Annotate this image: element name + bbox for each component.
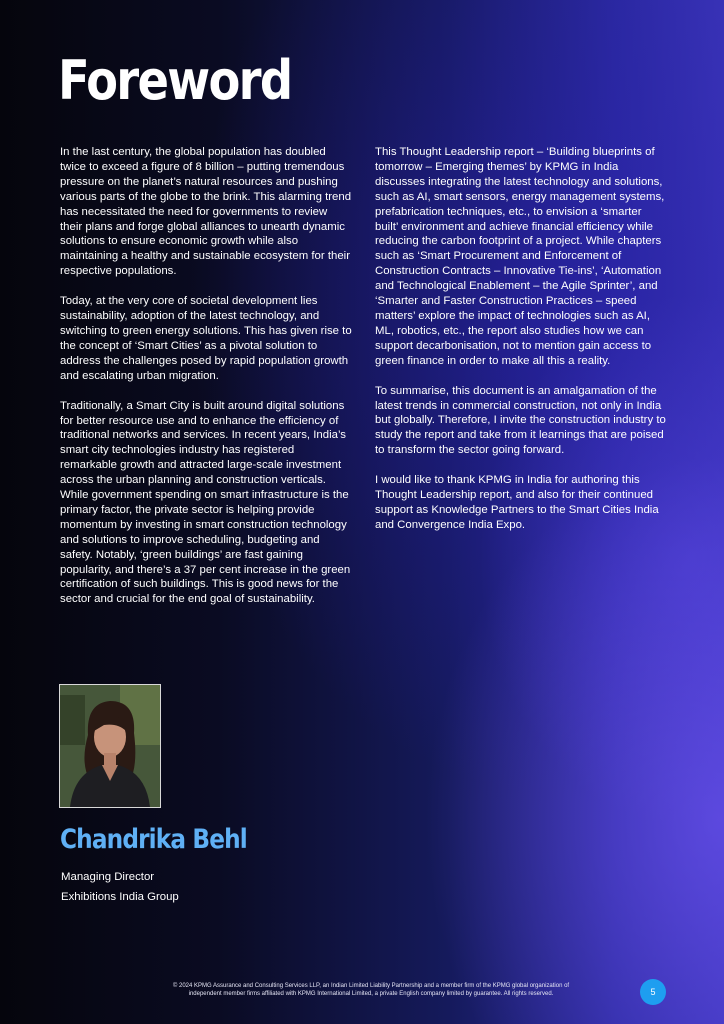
footer-line: © 2024 KPMG Assurance and Consulting Services LLP, an Indian Limited Liability Partnership and a member firm of the KPMG global organization of	[172, 983, 570, 989]
paragraph: I would like to thank KPMG in India for authoring this Thought Leadership report, and also for their continued support as Knowledge Partners to the Smart Cities India and Convergence India Expo.	[375, 474, 659, 531]
portrait-image	[60, 685, 160, 807]
left-column	[60, 145, 352, 622]
author-photo	[59, 684, 161, 808]
author-role	[61, 867, 179, 907]
paragraph: To summarise, this document is an amalgamation of the latest trends in commercial construction, not only in India but globally. Therefore, I invite the construction industry to study the report and take from it learnings that are poised to transform the sector going forward.	[375, 384, 666, 457]
page-number-badge: 5	[640, 979, 666, 1005]
paragraph: Traditionally, a Smart City is built around digital solutions for better resource use and to enhance the efficiency of traditional networks and services. In recent years, India’s smart city technologies industry has registered remarkable growth and attracted large-scale investment across the urban planning and construction verticals. While government spending on smart infrastructure is the primary factor, the private sector is helping provide momentum by investing in smart construction technology and solutions to improve scheduling, budgeting and safety. Notably, ‘green buildings’ are fast gaining popularity, and there’s a 37 per cent increase in the green certification of such buildings. This is good news for the sector and crucial for the end goal of sustainability.	[60, 399, 351, 606]
paragraph: Today, at the very core of societal development lies sustainability, adoption of the latest technology, and switching to green energy solutions. This has given rise to the concept of ‘Smart Cities’ as a pivotal solution to address the challenges posed by rapid population growth and escalating urban migration.	[60, 295, 352, 382]
paragraph: This Thought Leadership report – ‘Building blueprints of tomorrow – Emerging themes’ by KPMG in India discusses integrating the latest technology and solutions, such as AI, smart sensors, energy management systems, prefabrication techniques, etc., to envision a ‘smarter built’ environment and achieve financial efficiency while reducing the carbon footprint of a project. While chapters such as ‘Smart Procurement and Enforcement of Construction Contracts – Innovative Tie-ins’, ‘Automation and Technological Enablement – the Agile Sprinter’, and ‘Smarter and Faster Construction Practices – speed matters’ explore the impact of technologies such as AI, ML, robotics, etc., the report also studies how we can support decarbonisation, not to mention gain access to green finance in order to make all this a reality.	[375, 146, 665, 367]
paragraph: In the last century, the global population has doubled twice to exceed a figure of 8 billion – putting tremendous pressure on the planet’s natural resources and pushing various parts of the globe to the brink. This alarming trend has necessitated the need for governments to review their plans and forge global alliances to unearth dynamic solutions to ensure economic growth while also maintaining a healthy and sustainable ecosystem for their respective populations.	[60, 146, 352, 278]
copyright-footer	[110, 982, 632, 998]
author-title: Managing Director	[61, 871, 155, 883]
right-column	[375, 145, 667, 548]
footer-line: independent member firms affiliated with KPMG International Limited, a private English company limited by guarantee. All rights reserved.	[188, 991, 554, 997]
author-name: Chandrika Behl	[60, 824, 247, 855]
author-organization: Exhibitions India Group	[61, 891, 179, 903]
page-title: Foreword	[58, 49, 292, 112]
